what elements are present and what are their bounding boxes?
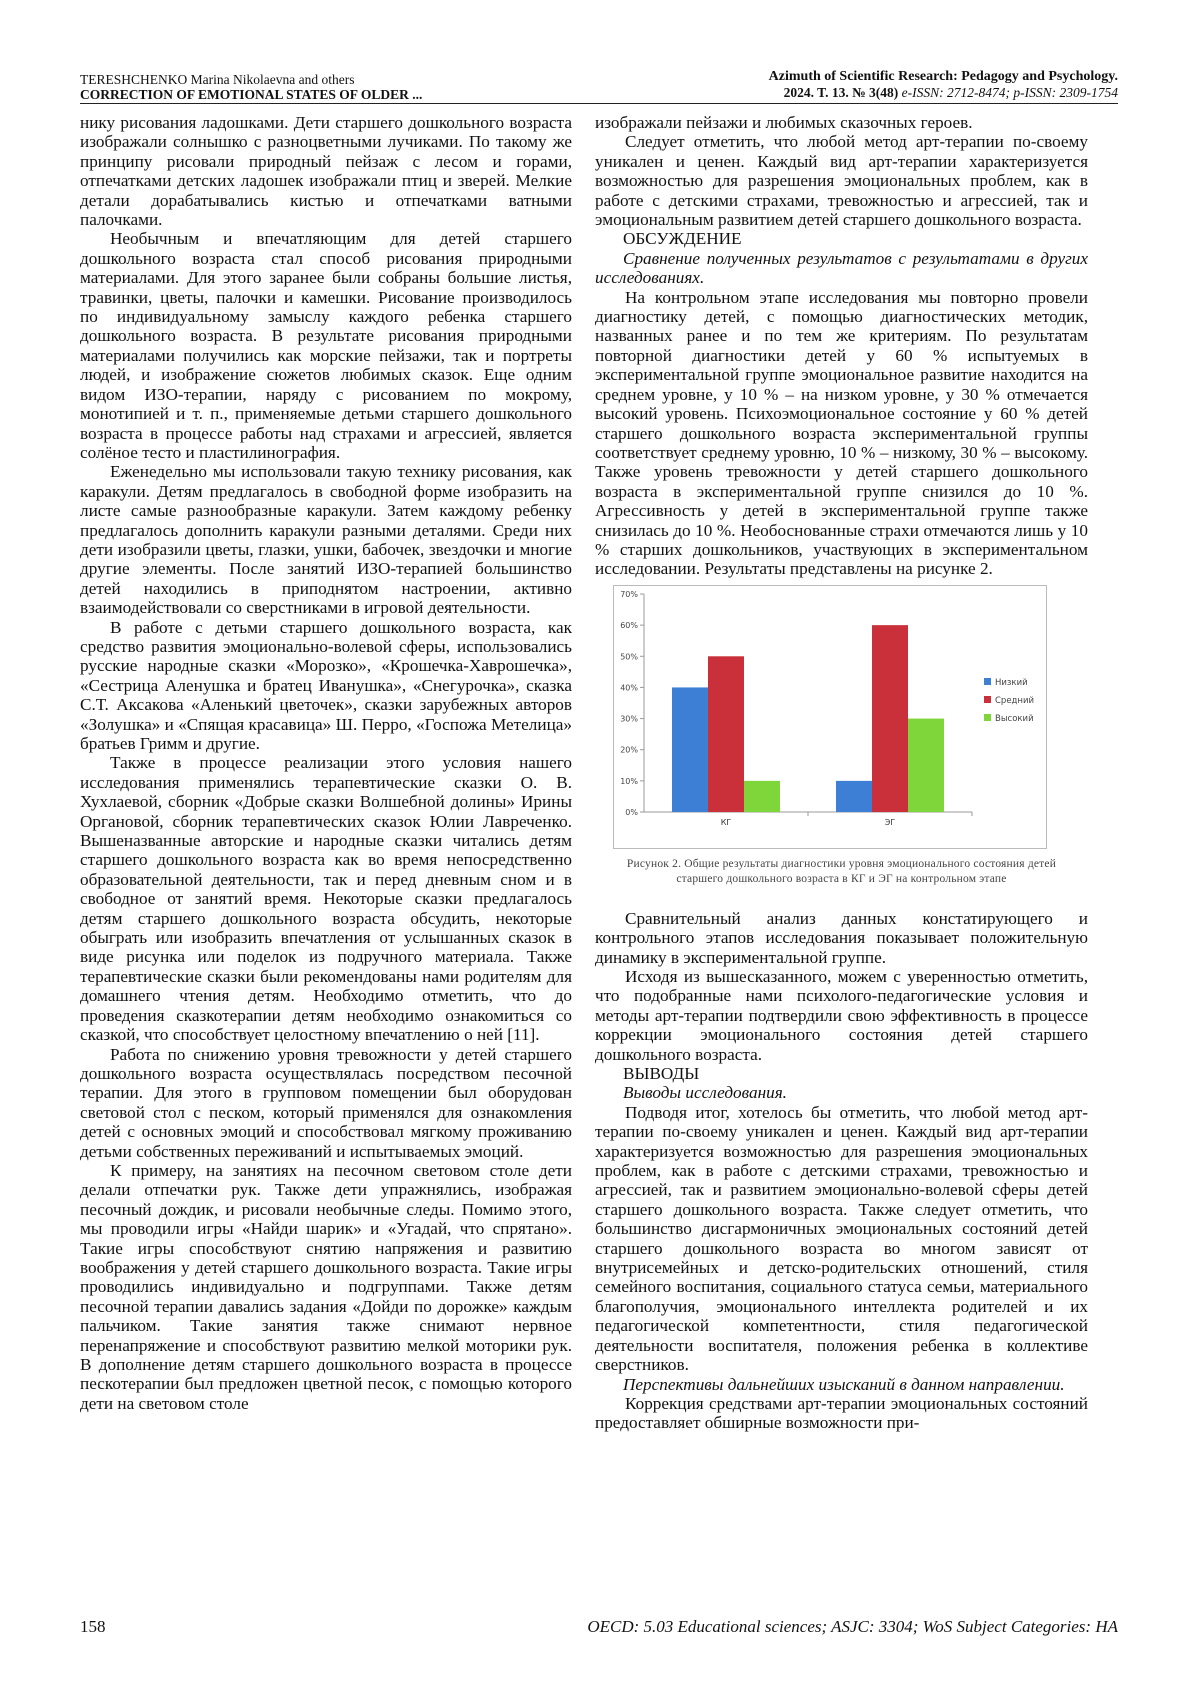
legend-swatch (984, 696, 991, 703)
legend-swatch (984, 714, 991, 721)
legend-label: Высокий (995, 713, 1034, 724)
running-header-left (80, 72, 422, 102)
paragraph: Также в процессе реализации этого условия нашего исследования применялись терапевтические сказки О. В. Хухлаевой, сборник «Добрые сказки Волшебной долины» Ирины Органовой, сборник терапевтических сказок Юлии Лавреченко. Вышеназванные авторские и народные сказки читались детям старшего дошкольного возраста как во время непосредственно образовательной деятельности, так и перед дневным сном и в свободное от занятий время. Некоторые сказки предлагалось детям старшего дошкольного возраста обсудить, некоторые обыграть или изобразить впечатления от услышанных сказок в виде рисунка или поделок из подручного материала. Также терапевтические сказки были рекомендованы нами родителям для домашнего чтения детям. Необходимо отметить, что до проведения сказкотерапии детям необходимо ознакомиться со сказкой, что способствует целостному впечатлению о ней [11]. (80, 753, 572, 1045)
y-tick-label: 10% (620, 776, 638, 786)
section-heading-discussion: ОБСУЖДЕНИЕ (623, 229, 742, 249)
bar-Высокий (744, 781, 780, 812)
y-tick-label: 30% (620, 714, 638, 724)
bar-chart (613, 585, 1047, 849)
paragraph: изображали пейзажи и любимых сказочных героев. (595, 113, 973, 132)
header-rule (80, 103, 1118, 104)
chart-svg (614, 586, 1046, 848)
paragraph: К примеру, на занятиях на песочном световом столе дети делали отпечатки рук. Также дети упражнялись, изображая песочный дождик, и рисовали необычные следы. Помимо этого, мы проводили игры «Найди шарик» и «Угадай, что спрятано». Такие игры способствуют снятию напряжения и развитию воображения у детей старшего дошкольного возраста. Такие игры проводились индивидуально и подгруппами. Также детям песочной терапии давались задания «Дойди по дорожке» каждым пальчиком. Такие занятия также снимают нервное перенапряжение и способствуют развитию мелкой моторики рук. В дополнение детям старшего дошкольного возраста в процессе пескотерапии был предложен цветной песок, с помощью которого дети на световом столе (80, 1160, 572, 1413)
paragraph: На контрольном этапе исследования мы повторно провели диагностику детей, с помощью диагностических методик, названных ранее и по тем же критериям. По результатам повторной диагностики детей у 60 % испытуемых в экспериментальной группе эмоциональное развитие находится на среднем уровне, у 10 % – на низком уровне, у 30 % отмечается высокий уровень. Психоэмоциональное состояние у 60 % детей старшего дошкольного возраста экспериментальной группы соответствует среднему уровню, 10 % – низкому, 30 % – высокому. Также уровень тревожности у детей старшего дошкольного возраста в экспериментальной группе снизился до 10 %. Агрессивность у детей в экспериментальной группе также снизилась до 10 %. Необоснованные страхи отмечаются лишь у 10 % старших дошкольников, участвующих в экспериментальном исследовании. Результаты представлены на рисунке 2. (595, 287, 1088, 579)
header-article-title: CORRECTION OF EMOTIONAL STATES OF OLDER ... (80, 87, 423, 102)
paragraph: Исходя из вышесказанного, можем с уверенностью отметить, что подобранные нами психолого-педагогические условия и методы арт-терапии подтвердили свою эффективность в процессе коррекции эмоционального состояния детей старшего дошкольного возраста. (595, 966, 1088, 1064)
y-tick-label: 50% (620, 652, 638, 662)
bar-Высокий (908, 718, 944, 811)
subheading: Выводы исследования. (623, 1083, 787, 1103)
subheading: Сравнение полученных результатов с результатами в других исследованиях. (595, 248, 1088, 288)
paragraph: нику рисования ладошками. Дети старшего дошкольного возраста изображали солнышко с разноцветными лучиками. По такому же принципу рисовали природный пейзаж с лесом и горами, отпечатками детских ладошек изображали птиц и зверей. Мелкие детали дорабатывались кистью и отпечатками ватными палочками. (80, 113, 572, 230)
legend-swatch (984, 678, 991, 685)
figure-caption: Рисунок 2. Общие результаты диагностики уровня эмоционального состояния детей старшего дошкольного возраста в КГ и ЭГ на контрольном этапе (626, 857, 1057, 885)
paragraph: Работа по снижению уровня тревожности у детей старшего дошкольного возраста осуществлялась посредством песочной терапии. Для этого в групповом помещении был оборудован световой стол с песком, который применялся для ознакомления детей с основных эмоций и способствовал мягкому проживанию детьми собственных переживаний и испытываемых эмоций. (80, 1044, 572, 1161)
y-tick-label: 20% (620, 745, 638, 755)
right-column (595, 113, 1088, 1433)
y-tick-label: 70% (620, 589, 638, 599)
paragraph: Еженедельно мы использовали такую технику рисования, как каракули. Детям предлагалось в свободной форме изобразить на листе самые разнообразные каракули. Затем каждому ребенку предлагалось дополнить каракули разными деталями. Среди них дети изобразили цветы, глазки, ушки, бабочек, звездочки и многие другие элементы. После занятий ИЗО-терапией большинство детей находились в приподнятом настроении, активно взаимодействовали со сверстниками в игровой деятельности. (80, 462, 572, 618)
bar-Средний (708, 656, 744, 812)
bar-Низкий (836, 781, 872, 812)
paragraph: Сравнительный анализ данных констатирующего и контрольного этапов исследования показывает положительную динамику в экспериментальной группе. (595, 908, 1088, 967)
header-issue: 2024. T. 13. № 3(48) (783, 85, 899, 100)
legend-label: Средний (995, 695, 1035, 706)
left-column (80, 113, 572, 1413)
running-header-right (769, 69, 1118, 101)
header-author: TERESHCHENKO Marina Nikolaevna and others (80, 72, 355, 87)
header-issn: e-ISSN: 2712-8474; p-ISSN: 2309-1754 (901, 85, 1118, 100)
bar-Средний (872, 625, 908, 812)
y-tick-label: 60% (620, 620, 638, 630)
legend-label: Низкий (995, 677, 1028, 688)
subheading: Перспективы дальнейших изысканий в данном направлении. (623, 1374, 1065, 1394)
paragraph: В работе с детьми старшего дошкольного возраста, как средство развития эмоционально-волевой сферы, использовались русские народные сказки «Морозко», «Крошечка-Хаврошечка», «Сестрица Аленушка и братец Иванушка», «Снегурочка», сказка С.Т. Аксакова «Аленький цветочек», сказки зарубежных авторов «Золушка» и «Спящая красавица» Ш. Перро, «Госпожа Метелица» братьев Гримм и другие. (80, 617, 572, 753)
paragraph: Коррекция средствами арт-терапии эмоциональных состояний предоставляет обширные возможности при- (595, 1393, 1088, 1433)
footer-classification: OECD: 5.03 Educational sciences; ASJC: 3304; WoS Subject Categories: HA (587, 1617, 1118, 1636)
section-heading-conclusions: ВЫВОДЫ (623, 1064, 700, 1083)
x-tick-label: КГ (720, 817, 732, 827)
page-number: 158 (80, 1617, 106, 1636)
y-tick-label: 40% (620, 683, 638, 693)
paragraph: Следует отметить, что любой метод арт-терапии по-своему уникален и ценен. Каждый вид арт-терапии характеризуется возможностью для разрешения эмоциональных проблем, как в работе с детскими страхами, тревожностью и агрессией, так и эмоциональным развитием детей старшего дошкольного возраста. (595, 132, 1088, 230)
paragraph: Необычным и впечатляющим для детей старшего дошкольного возраста стал способ рисования природными материалами. Для этого заранее были собраны большие листья, травинки, цветы, палочки и камешки. Рисование производилось по индивидуальному замыслу каждого ребенка старшего дошкольного возраста. В результате рисования природными материалами получились как морские пейзажи, так и портреты людей, и изображение сюжетов любимых сказок. Еще одним видом ИЗО-терапии, наряду с рисованием по мокрому, монотипией и т. п., применяемые детьми старшего дошкольного возраста в процессе работы над страхами и агрессией, является солёное тесто и пластилинография. (80, 229, 572, 462)
x-tick-label: ЭГ (884, 817, 896, 827)
bar-Низкий (672, 687, 708, 812)
paragraph: Подводя итог, хотелось бы отметить, что любой метод арт-терапии по-своему уникален и ценен. Каждый вид арт-терапии характеризуется возможностью для разрешения эмоциональных проблем, как в работе с детскими страхами, тревожностью и агрессией, так и развитием эмоционально-волевой сферы детей старшего дошкольного возраста. Также следует отметить, что большинство дисгармоничных эмоциональных состояний детей старшего дошкольного возраста во многом зависят от внутрисемейных и детско-родительских отношений, стиля семейного воспитания, социального статуса семьи, материального благополучия, эмоционального интеллекта родителей и их педагогической компетентности, стиля педагогической деятельности воспитателя, положения ребенка в коллективе сверстников. (595, 1102, 1088, 1375)
y-tick-label: 0% (625, 807, 638, 817)
figure (595, 585, 1088, 887)
header-journal: Azimuth of Scientific Research: Pedagogy and Psychology. (768, 69, 1118, 84)
